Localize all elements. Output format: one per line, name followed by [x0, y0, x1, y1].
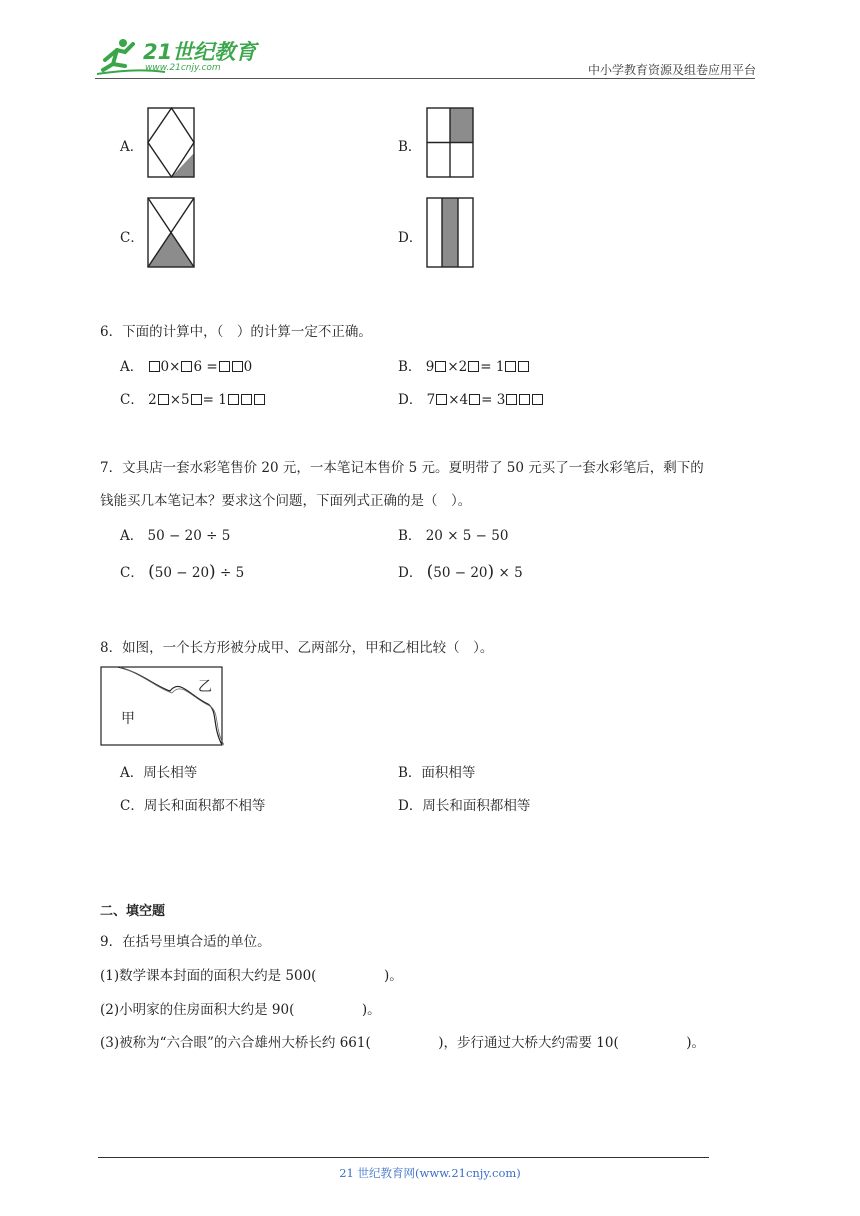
blank-box	[219, 361, 230, 372]
q5-figure-b[interactable]	[426, 107, 475, 179]
q6-c-part: ×5	[169, 392, 190, 408]
q7-option-b-expr: 20 × 5 − 50	[425, 528, 509, 544]
q6-option-a-label: A．	[120, 359, 144, 375]
q7-option-c-label: C．	[120, 565, 144, 581]
q7-option-d-label: D．	[398, 565, 423, 581]
close-paren: )	[209, 562, 216, 582]
open-paren: (	[426, 562, 434, 582]
q5-option-c-label: C．	[120, 230, 144, 246]
blank-box	[228, 394, 239, 405]
q6-b-part: 9	[425, 359, 435, 375]
q6-option-a[interactable]	[120, 355, 252, 375]
q7-option-b[interactable]	[398, 524, 508, 544]
q6-option-b[interactable]	[398, 355, 530, 375]
blank-box	[519, 394, 530, 405]
blank-box	[532, 394, 543, 405]
q5-option-d-label: D．	[398, 230, 423, 246]
q8-option-b[interactable]: B．面积相等	[398, 765, 476, 781]
q6-stem: 6．下面的计算中，（ ）的计算一定不正确。	[100, 324, 372, 340]
q7-option-c-expr: 50 − 20	[154, 565, 210, 581]
blank-box	[518, 361, 529, 372]
q7-option-c[interactable]	[120, 561, 244, 582]
blank-box	[254, 394, 265, 405]
q6-b-part: = 1	[480, 359, 505, 375]
blank-box	[469, 394, 480, 405]
q6-b-part: ×2	[447, 359, 468, 375]
q7-stem-line2: 钱能买几本笔记本？要求这个问题，下面列式正确的是（ ）。	[100, 493, 472, 509]
blank-box	[435, 361, 446, 372]
q7-option-c-tail: ÷ 5	[219, 565, 245, 581]
q6-a-part: 0	[243, 359, 253, 375]
q8-option-c[interactable]: C．周长和面积都不相等	[120, 798, 266, 814]
q7-stem-line1: 7．文具店一套水彩笔售价 20 元，一本笔记本售价 5 元。夏明带了 50 元买了一套水彩笔后，剩下的	[100, 460, 704, 476]
q6-a-part: 6 =	[193, 359, 218, 375]
blank-box	[149, 361, 160, 372]
blank-box	[505, 361, 516, 372]
q7-option-d-tail: × 5	[498, 565, 523, 581]
q6-a-part: 0×	[160, 359, 181, 375]
blank-box	[232, 361, 243, 372]
blank-box	[506, 394, 517, 405]
blank-box	[241, 394, 252, 405]
q8-option-a[interactable]: A．周长相等	[120, 765, 198, 781]
q7-option-a-expr: 50 − 20 ÷ 5	[147, 528, 231, 544]
q8-rectangle-figure	[100, 666, 224, 747]
header-platform-text: 中小学教育资源及组卷应用平台	[587, 63, 756, 77]
q6-d-part: 7	[426, 392, 436, 408]
footer-site-link[interactable]: 21 世纪教育网(www.21cnjy.com)	[339, 1166, 521, 1180]
blank-box	[436, 394, 447, 405]
q6-option-c[interactable]	[120, 388, 266, 408]
q9-stem: 9．在括号里填合适的单位。	[100, 934, 271, 950]
q8-label-jia: 甲	[121, 711, 135, 727]
q7-option-d-expr: 50 − 20	[433, 565, 488, 581]
header-divider	[95, 78, 755, 79]
q5-option-b-label: B．	[398, 139, 422, 155]
open-paren: (	[148, 562, 155, 582]
q6-c-part: = 1	[202, 392, 227, 408]
q7-option-a-label: A．	[120, 528, 144, 544]
site-logo[interactable]	[95, 34, 260, 78]
blank-box	[158, 394, 169, 405]
blank-box	[181, 361, 192, 372]
q6-option-b-label: B．	[398, 359, 422, 375]
q5-figure-d[interactable]	[426, 197, 475, 269]
q9-subquestion-2: (2)小明家的住房面积大约是 90( )。	[100, 1002, 381, 1018]
q6-option-d[interactable]	[398, 388, 544, 408]
q5-option-a-label: A．	[120, 139, 144, 155]
footer-divider	[98, 1157, 709, 1158]
q8-label-yi: 乙	[198, 679, 212, 695]
q6-d-part: = 3	[481, 392, 506, 408]
q8-option-d[interactable]: D．周长和面积都相等	[398, 798, 531, 814]
q7-option-a[interactable]	[120, 524, 230, 544]
q5-figure-a[interactable]	[147, 107, 196, 179]
q7-option-d[interactable]	[398, 561, 523, 582]
logo-url-text: www.21cnjy.com	[145, 63, 221, 73]
q9-subquestion-1: (1)数学课本封面的面积大约是 500( )。	[100, 968, 403, 984]
blank-box	[191, 394, 202, 405]
q9-subquestion-3: (3)被称为“六合眼”的六合雄州大桥长约 661( )，步行通过大桥大约需要 10( )。	[100, 1035, 706, 1051]
q8-stem: 8．如图，一个长方形被分成甲、乙两部分，甲和乙相比较（ ）。	[100, 640, 494, 656]
q6-c-part: 2	[148, 392, 157, 408]
q6-option-c-label: C．	[120, 392, 144, 408]
q6-d-part: ×4	[448, 392, 469, 408]
logo-text: 21世纪教育	[143, 40, 257, 64]
blank-box	[468, 361, 479, 372]
section-title-fill-in: 二、填空题	[100, 904, 166, 919]
q6-option-d-label: D．	[398, 392, 423, 408]
q5-figure-c[interactable]	[147, 197, 196, 269]
q7-option-b-label: B．	[398, 528, 422, 544]
close-paren: )	[487, 562, 495, 582]
